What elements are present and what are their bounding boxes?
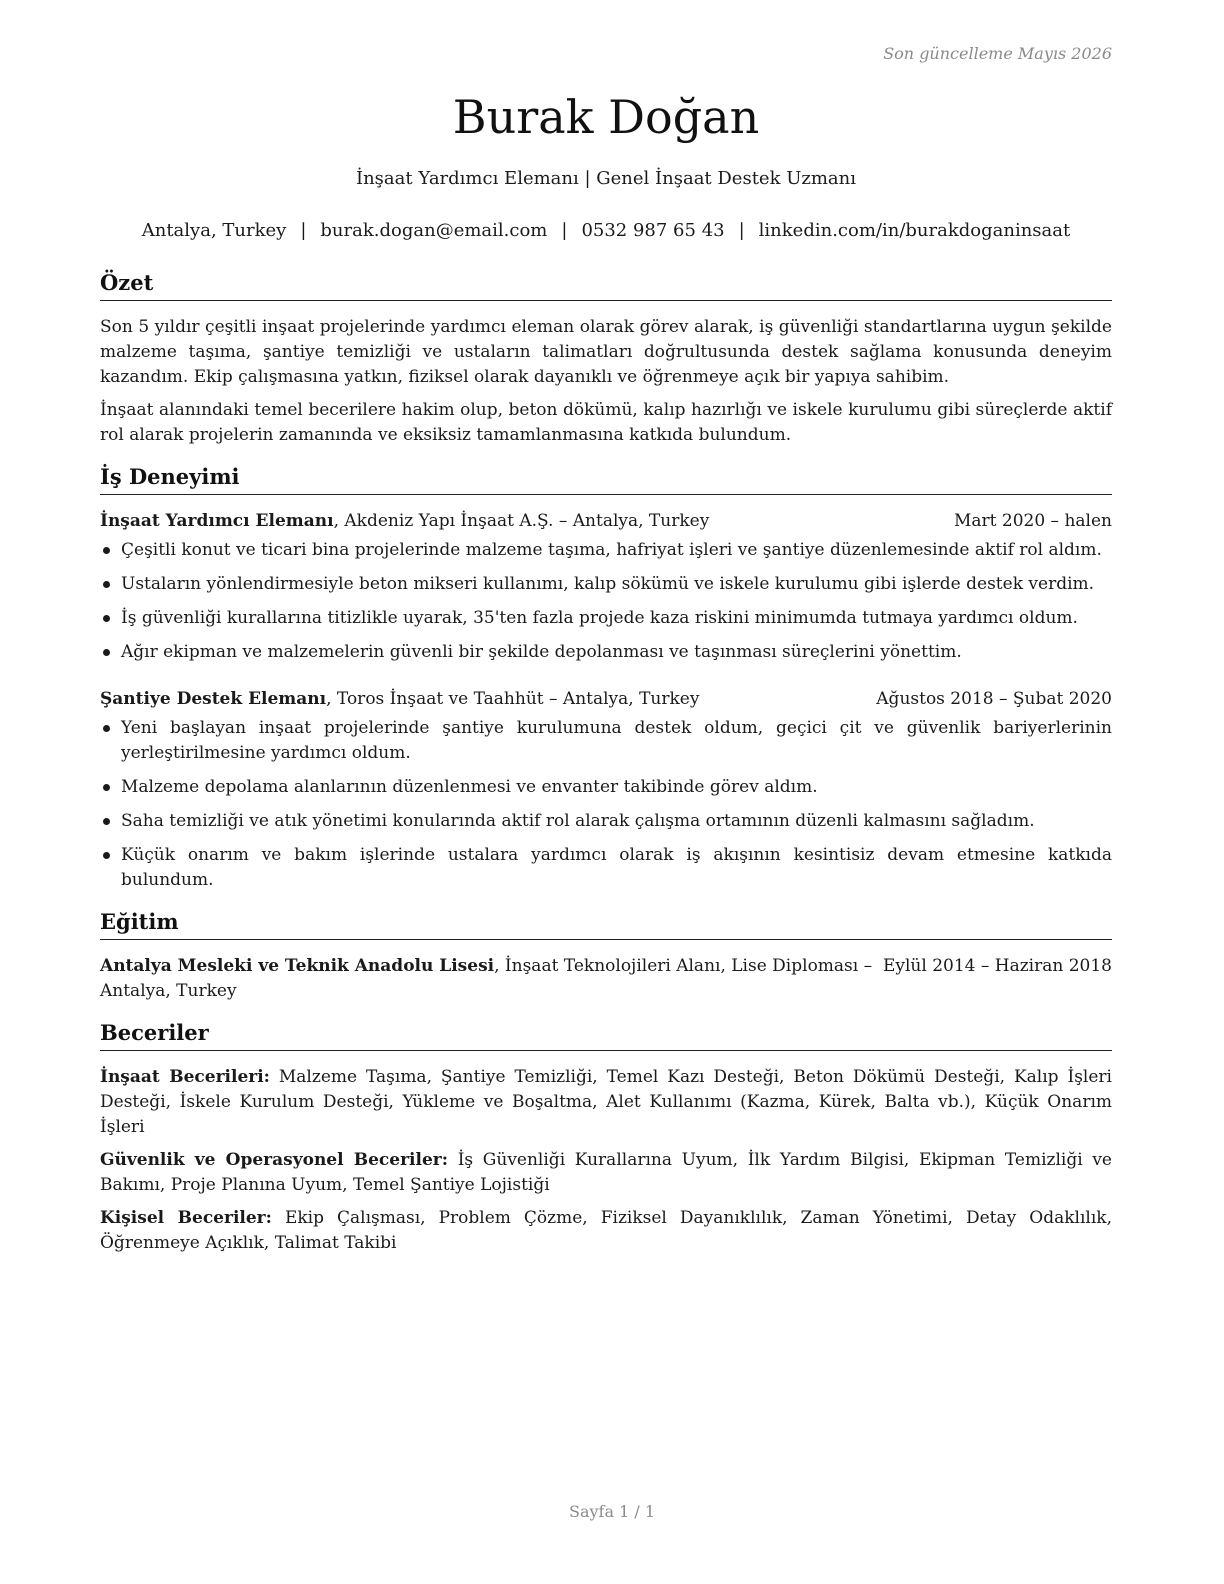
job-bullet	[100, 606, 1112, 631]
skill-group-label: Kişisel Beceriler:	[100, 1208, 272, 1228]
bullet-dot-icon	[103, 547, 110, 554]
job-bullet	[100, 775, 1112, 800]
contact-email-link[interactable]: burak.dogan@email.com	[320, 220, 548, 241]
job-bullets	[100, 716, 1112, 893]
job-role: Şantiye Destek Elemanı	[100, 689, 327, 709]
summary-heading: Özet	[100, 268, 1112, 301]
skill-group-items: Malzeme Taşıma, Şantiye Temizliği, Temel Kazı Desteği, Beton Dökümü Desteği, Kalıp İşleri Desteği, İskele Kurulum Desteği, Yükleme ve Boşaltma, Alet Kullanımı (Kazma, Kürek, Balta vb.), Küçük Onarım İşleri	[100, 1067, 1112, 1137]
skills-heading: Beceriler	[100, 1018, 1112, 1051]
bullet-dot-icon	[103, 581, 110, 588]
bullet-text: İş güvenliği kurallarına titizlikle uyarak, 35'ten fazla projede kaza riskini minimumda tutmaya yardımcı oldum.	[121, 608, 1078, 628]
contact-separator: |	[561, 220, 568, 241]
skill-group	[100, 1148, 1112, 1198]
bullet-text: Küçük onarım ve bakım işlerinde ustalara yardımcı olarak iş akışının kesintisiz devam etmesine katkıda bulundum.	[121, 845, 1112, 890]
bullet-text: Malzeme depolama alanlarının düzenlenmesi ve envanter takibinde görev aldım.	[121, 777, 818, 797]
summary-paragraph: İnşaat alanındaki temel becerilere hakim olup, beton dökümü, kalıp hazırlığı ve iskele kurulumu gibi süreçlerde aktif rol alarak projelerin zamanında ve eksiksiz tamamlanmasına katkıda bulundum.	[100, 400, 1112, 445]
contact-separator: |	[738, 220, 745, 241]
experience-section	[100, 462, 1112, 893]
resume-page	[100, 0, 1112, 1584]
summary-body	[100, 315, 1112, 448]
job-bullet	[100, 572, 1112, 597]
job-bullet	[100, 843, 1112, 893]
skills-body	[100, 1065, 1112, 1256]
resume-content	[100, 268, 1112, 1264]
bullet-dot-icon	[103, 615, 110, 622]
bullet-dot-icon	[103, 725, 110, 732]
bullet-dot-icon	[103, 784, 110, 791]
education-entry	[100, 954, 1112, 1004]
job-bullet	[100, 809, 1112, 834]
job-entry	[100, 687, 1112, 893]
job-header	[100, 687, 1112, 712]
skill-group-label: Güvenlik ve Operasyonel Beceriler:	[100, 1150, 449, 1170]
education-school: Antalya Mesleki ve Teknik Anadolu Lisesi	[100, 956, 495, 976]
job-header	[100, 509, 1112, 534]
skill-group	[100, 1206, 1112, 1256]
job-entry	[100, 509, 1112, 665]
bullet-text: Ustaların yönlendirmesiyle beton mikseri kullanımı, kalıp sökümü ve iskele kurulumu gibi işlerde destek verdim.	[121, 574, 1095, 594]
experience-heading: İş Deneyimi	[100, 462, 1112, 495]
contact-linkedin-link[interactable]: linkedin.com/in/burakdoganinsaat	[758, 220, 1071, 241]
job-bullet	[100, 640, 1112, 665]
contact-line	[100, 218, 1112, 244]
job-role: İnşaat Yardımcı Elemanı	[100, 511, 334, 531]
job-dates: Ağustos 2018 – Şubat 2020	[876, 689, 1112, 709]
skill-group-label: İnşaat Becerileri:	[100, 1067, 270, 1087]
skill-group-items: Ekip Çalışması, Problem Çözme, Fiziksel Dayanıklılık, Zaman Yönetimi, Detay Odaklılık, Öğrenmeye Açıklık, Talimat Takibi	[100, 1208, 1112, 1253]
job-dates: Mart 2020 – halen	[953, 511, 1112, 531]
page-number: Sayfa 1 / 1	[568, 1502, 655, 1521]
job-bullet	[100, 716, 1112, 766]
job-bullet	[100, 538, 1112, 563]
job-company: , Akdeniz Yapı İnşaat A.Ş. – Antalya, Turkey	[333, 511, 710, 531]
education-dates: Eylül 2014 – Haziran 2018	[882, 956, 1112, 976]
bullet-dot-icon	[103, 852, 110, 859]
education-section	[100, 907, 1112, 1004]
bullet-dot-icon	[103, 649, 110, 656]
candidate-name: Burak Doğan	[452, 90, 760, 144]
education-details: , İnşaat Teknolojileri Alanı, Lise Diploması –	[494, 956, 873, 976]
skills-section	[100, 1018, 1112, 1256]
summary-paragraph: Son 5 yıldır çeşitli inşaat projelerinde yardımcı eleman olarak görev alarak, iş güvenliği standartlarına uygun şekilde malzeme taşıma, şantiye temizliği ve ustaların talimatları doğrultusunda destek sağlama konusunda deneyim kazandım. Ekip çalışmasına yatkın, fiziksel olarak dayanıklı ve öğrenmeye açık bir yapıya sahibim.	[100, 317, 1112, 387]
job-company: , Toros İnşaat ve Taahhüt – Antalya, Turkey	[326, 689, 700, 709]
bullet-text: Yeni başlayan inşaat projelerinde şantiye kurulumuna destek oldum, geçici çit ve güvenlik bariyerlerinin yerleştirilmesine yardımcı oldum.	[121, 718, 1112, 763]
skill-group-items: İş Güvenliği Kurallarına Uyum, İlk Yardım Bilgisi, Ekipman Temizliği ve Bakımı, Proje Planına Uyum, Temel Şantiye Lojistiği	[100, 1150, 1112, 1195]
skill-group	[100, 1065, 1112, 1140]
bullet-dot-icon	[103, 818, 110, 825]
candidate-subtitle: İnşaat Yardımcı Elemanı | Genel İnşaat Destek Uzmanı	[355, 168, 857, 189]
contact-separator: |	[300, 220, 307, 241]
contact-location: Antalya, Turkey	[141, 220, 287, 241]
bullet-text: Saha temizliği ve atık yönetimi konularında aktif rol alarak çalışma ortamının düzenli kalmasını sağladım.	[121, 811, 1035, 831]
bullet-text: Ağır ekipman ve malzemelerin güvenli bir şekilde depolanması ve taşınması süreçlerini yönettim.	[121, 642, 962, 662]
contact-phone: 0532 987 65 43	[581, 220, 725, 241]
summary-section	[100, 268, 1112, 448]
job-bullets	[100, 538, 1112, 665]
education-heading: Eğitim	[100, 907, 1112, 940]
bullet-text: Çeşitli konut ve ticari bina projelerinde malzeme taşıma, hafriyat işleri ve şantiye düzenlemesinde aktif rol aldım.	[121, 540, 1102, 560]
education-line	[100, 954, 1112, 979]
last-updated-note: Son güncelleme Mayıs 2026	[883, 44, 1112, 63]
education-location: Antalya, Turkey	[100, 981, 237, 1001]
